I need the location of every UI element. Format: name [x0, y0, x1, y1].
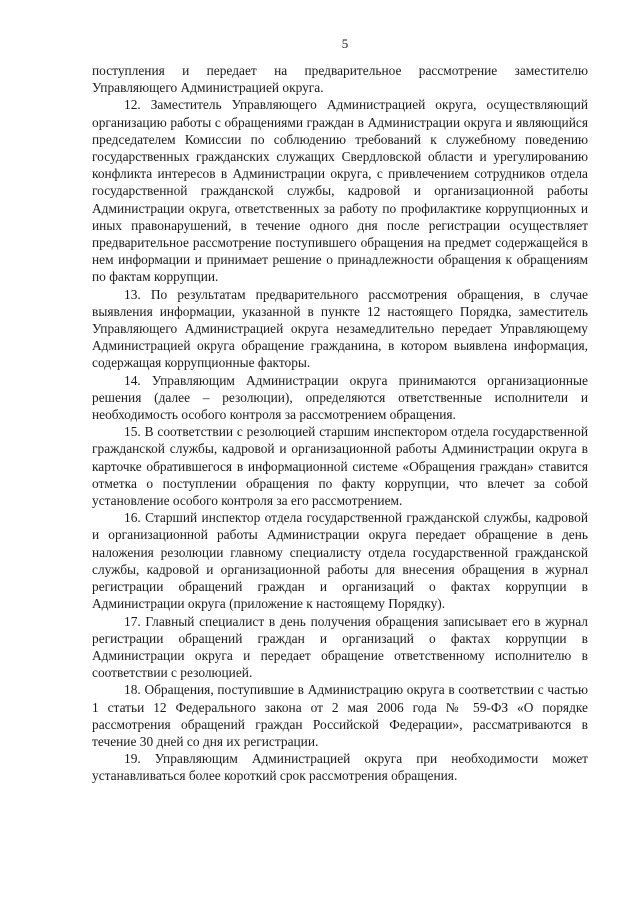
paragraph-12: 12. Заместитель Управляющего Администрацией округа, осуществляющий организацию работы с обращениями граждан в Администрации округа и являющийся председателем Комиссии по соблюдению требований к служебному поведению государственных гражданских служащих Свердловской области и урегулированию конфликта интересов в Администрации округа, с привлечением сотрудников отдела государственной гражданской службы, кадровой и организационной работы Администрации округа, ответственных за работу по профилактике коррупционных и иных правонарушений, в течение одного дня после регистрации осуществляет предварительное рассмотрение поступившего обращения на предмет содержащейся в нем информации и принимает решение о принадлежности обращения к обращениям по фактам коррупции.: [92, 97, 588, 285]
paragraph-continuation: поступления и передает на предварительное рассмотрение заместителю Управляющего Администрацией округа.: [92, 63, 588, 96]
paragraph-17: 17. Главный специалист в день получения обращения записывает его в журнал регистрации обращений граждан и организаций о фактах коррупции в Администрации округа и передает обращение ответственному исполнителю в соответствии с резолюцией.: [92, 613, 588, 681]
paragraph-18: 18. Обращения, поступившие в Администрацию округа в соответствии с частью 1 статьи 12 Федерального закона от 2 мая 2006 года № 59-ФЗ «О порядке рассмотрения обращений граждан Российской Федерации», рассматриваются в течение 30 дней со дня их регистрации.: [92, 682, 588, 749]
paragraph-15: 15. В соответствии с резолюцией старшим инспектором отдела государственной гражданской службы, кадровой и организационной работы Администрации округа в карточке обратившегося в информационной системе «Обращения граждан» ставится отметка о поступлении обращения по факту коррупции, что влечет за собой установление особого контроля за его рассмотрением.: [92, 424, 588, 509]
page-number: 5: [341, 36, 349, 51]
paragraph-19: 19. Управляющим Администрацией округа при необходимости может устанавливаться более короткий срок рассмотрения обращения.: [92, 751, 588, 784]
paragraph-13: 13. По результатам предварительного рассмотрения обращения, в случае выявления информации, указанной в пункте 12 настоящего Порядка, заместитель Управляющего Администрацией округа незамедлительно передает Управляющему Администрацией округа обращение гражданина, в котором выявлена информация, содержащая коррупционные факторы.: [92, 286, 588, 371]
paragraph-14: 14. Управляющим Администрации округа принимаются организационные решения (далее – резолюции), определяются ответственные исполнители и необходимость особого контроля за рассмотрением обращения.: [92, 372, 588, 423]
paragraph-16: 16. Старший инспектор отдела государственной гражданской службы, кадровой и организационной работы Администрации округа передает обращение в день наложения резолюции главному специалисту отдела государственной гражданской службы, кадровой и организационной работы для внесения обращения в журнал регистрации обращений граждан и организаций о фактах коррупции в Администрации округа (приложение к настоящему Порядку).: [92, 510, 588, 612]
